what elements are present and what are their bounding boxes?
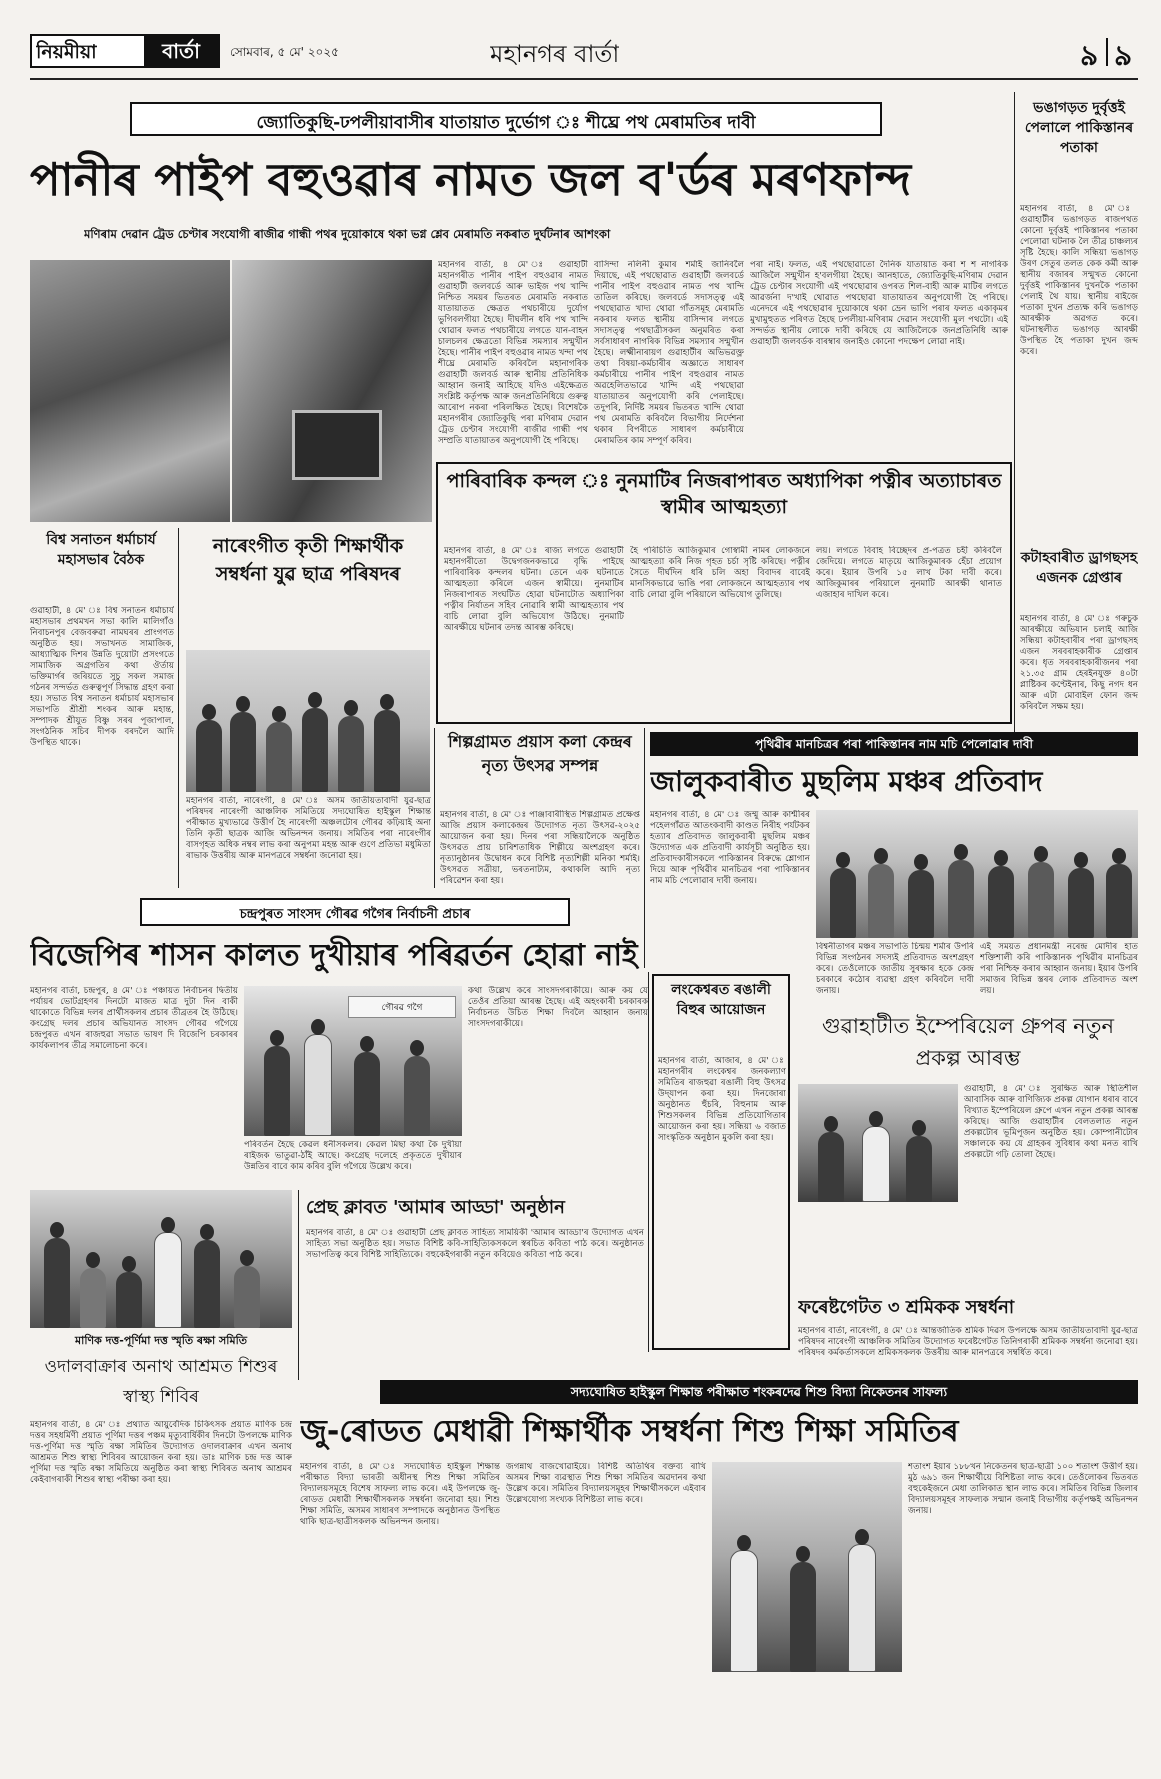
- masthead-rule: [30, 78, 1138, 80]
- person-figure: [230, 712, 256, 792]
- shishu-kicker: সদ্যঘোষিত হাইস্কুল শিক্ষান্ত পৰীক্ষাত শংকৰদেৱ শিশু বিদ্যা নিকেতনৰ সাফল্য: [380, 1380, 1138, 1404]
- person-figure: [154, 1232, 182, 1328]
- lead-photo-drain: [30, 260, 230, 522]
- press-rule: [298, 1190, 299, 1380]
- manik-headline: ওদালবাক্ৰাৰ অনাথ আশ্ৰমত শিশুৰ স্বাস্থ্য শিবিৰ: [44, 1357, 278, 1407]
- person-figure: [266, 722, 292, 792]
- lanka-body: মহানগৰ বাৰ্তা, আজাৰ, ৪ মে' ঃ মহানগৰীৰ লংকেশ্বৰ জনকল্যাণ সমিতিৰ ৰাজহুৱা ৰঙালী বিহু উৎসৱ উদ্‌যাপন কৰা হয়। দিনজোৰা অনুষ্ঠানত হুঁচৰি, বিহুনাম আৰু শিশুসকলৰ বিভিন্ন প্ৰতিযোগিতাৰ আয়োজন কৰা হয়। সন্ধিয়া ৬ বজাত সাংস্কৃতিক অনুষ্ঠান মুকলি কৰা হয়।: [658, 1056, 786, 1143]
- shilpa-headline: শিল্পগ্ৰামত প্ৰয়াস কলা কেন্দ্ৰৰ নৃত্য উৎসৱ সম্পন্ন: [448, 732, 632, 775]
- chandra-kicker-text: চন্দ্ৰপুৰত সাংসদ গৌৰৱ গগৈৰ নিৰ্বাচনী প্ৰচাৰ: [239, 907, 471, 922]
- person-figure: [264, 1046, 290, 1136]
- person-figure: [730, 1550, 758, 1672]
- lead-subhead: মণিৰাম দেৱান ট্ৰেড চেণ্টাৰ সংযোগী ৰাজীৱ গান্ধী পথৰ দুয়োকাষে থকা ভগ্ন শ্লেব মেৰামতি নকৰাত দুৰ্ঘটনাৰ আশংকা: [84, 227, 611, 241]
- stage-banner: গৌৰৱ গগৈ: [348, 996, 456, 1018]
- left-body: গুৱাহাটী, ৪ মে' ঃ বিশ্ব সনাতন ধৰ্মাচাৰ্য মহাসভাৰ প্ৰথমখন সভা কালি মালিগাঁও নিবাচনপুৰ বেজবৰুৱা নামঘৰৰ প্ৰাংগণত অনুষ্ঠিত হয়। সভাখনত সামাজিক, আধ্যাত্মিক দিশৰ উন্নতি দুয়োটা প্ৰসংগতে সামাজিক অগ্ৰগতিৰ কথা ঔৰ্তায় ভক্তিমাৰ্গৰ জৰিয়তে সুচু সকল সমাজ গঠনৰ সন্দৰ্ভত গুৰুত্বপূৰ্ণ সিদ্ধান্ত গ্ৰহণ কৰা হয়। সভাত বিশ্ব সনাতন ধৰ্মাচাৰ্য মহাসভাৰ সভাপতি শ্ৰীশ্ৰী শংকৰ আৰু মহান্ত, সম্পাদক শ্ৰীযুত বিষ্ণু সৰৰ পূজাপাল, সংগঠনিক সচিব দীপক বৰদলৈ আদি উপস্থিত থাকে।: [30, 606, 174, 748]
- shishu-photo: [712, 1462, 902, 1672]
- shishu-headline: জু-ৰোডত মেধাৱী শিক্ষাৰ্থীক সম্বৰ্ধনা শিশু শিক্ষা সমিতিৰ: [300, 1414, 959, 1449]
- chandra-body2: পৰিবৰ্তন হৈছে কেৱল ধনীসকলৰ। কেৱল মিছা কথা কৈ দুখীয়া ৰাইজক ভাতুৱা-ঠাঁই আছে। কংগ্ৰেছ দলেহে প্ৰকৃততে দুখীয়াৰ উন্নতিৰ বাবে কাম কৰিব বুলি গগৈয়ে উল্লেখ কৰে।: [244, 1140, 462, 1172]
- chandra-body: মহানগৰ বাৰ্তা, চন্দ্ৰপুৰ, ৪ মে' ঃ পঞ্চায়ত নিৰ্বাচনৰ দ্বিতীয় পৰ্যায়ৰ ভোটগ্ৰহণৰ দিনটো মাজত মাত্ৰ দুটা দিন বাকী থাকোতে বিভিন্ন দলৰ প্ৰাৰ্থীসকলৰ প্ৰচাৰ তীব্ৰতৰ হৈ উঠিছে। কংগ্ৰেছ দলৰ প্ৰচাৰ অভিযানত সাংসদ গৌৰৱ গগৈয়ে চন্দ্ৰপুৰত এখন ৰাজহুৱা সভাত ভাষণ দি বিজেপি চৰকাৰৰ কাৰ্যকলাপৰ তীব্ৰ সমালোচনা কৰে।: [30, 986, 238, 1051]
- chandra-kicker: [140, 898, 570, 926]
- person-figure: [1028, 862, 1054, 938]
- lead-body-col1: মহানগৰ বাৰ্তা, ৪ মে' ঃ গুৱাহাটী মহানগৰীত পানীৰ পাইপ বহুওৱাৰ নামত গুৱাহাটী জলবৰ্ডে আৰু ভাইজ পথ খান্দি নিশ্চিত সময়ৰ ভিতৰত মেৰামতি নকৰাত যাতায়াতত ক্ষেত্ৰত পথচাৰীয়ে দুৰ্যোগ ভুগিবলগীয়া হৈছে। দীঘলীন ধৰি পথ খান্দি থোৱাৰ ফলত পথচাৰীয়ে লগতে যান-বাহন চালচলৰ ক্ষেত্ৰতো বিভিন্ন সমস্যাৰ সন্মুখীন হৈছে। পানীৰ পাইপ বহুওৱাৰ নামত খন্দা পথ শীঘ্ৰে মেৰামতি কৰিবলৈ মহানাগৰিক গুৱাহাটী জলবৰ্ড আৰু স্থানীয় প্ৰতিনিধিক আহ্বান জনাই আহিছে যদিও এইক্ষেত্ৰত সংশ্লিষ্ট কৰ্তৃপক্ষ আৰু জনপ্ৰতিনিধিয়ে গুৰুত্ব আৰোপ নকৰা পৰিলক্ষিত হৈছে। বিশেষকৈ মহানগৰীৰ জ্যোতিকুছি পৰা মণিৰাম দেৱান ট্ৰেড চেণ্টাৰ সংযোগী ৰাজীৱ গান্ধী পথ সম্প্ৰতি যাতায়াতৰ অনুপযোগী হৈ পৰিছে।: [438, 260, 588, 446]
- lead-headline: পানীৰ পাইপ বহুওৱাৰ নামত জল ব'ৰ্ডৰ মৰণফান্দ: [30, 153, 912, 206]
- person-figure: [404, 1056, 430, 1136]
- person-figure: [830, 868, 856, 938]
- broken-slab: [292, 410, 382, 480]
- manik-body: মহানগৰ বাৰ্তা, ৪ মে' ঃ প্ৰথ্যাত আয়ুৰ্বেদিক চিকিৎসক প্ৰয়াত মাণিক চন্দ্ৰ দত্তৰ সহধৰ্মিণী প্ৰয়াত পূৰ্ণিমা দত্তৰ পঞ্চম মৃত্যুবাৰ্ষিকীৰ দিনটো উপলক্ষে মাণিক দত্ত-পূৰ্ণিমা দত্ত স্মৃতি ৰক্ষা সমিতিৰ উদ্যোগত ওদালবাক্ৰাৰ এখন অনাথ আশ্ৰমত শিশু স্বাস্থ্য শিবিৰৰ আয়োজন কৰা হয়। ডাঃ মাণিক চন্দ্ৰ দত্ত আৰু পূৰ্ণিমা দত্ত স্মৃতি ৰক্ষা সমিতিয়ে অনুষ্ঠিত কৰা স্বাস্থ্য শিবিৰত অনাথ আশ্ৰমৰ কেইবাগৰাকী শিশুৰ স্বাস্থ্য পৰীক্ষা কৰা হয়।: [30, 1420, 292, 1485]
- forest-body: মহানগৰ বাৰ্তা, নাৰেংগী, ৪ মে' ঃ আন্তৰ্জাতিক শ্ৰমিক দিৱস উপলক্ষে অসম জাতীয়তাবাদী যুৱ-ছাত্ৰ পৰিষদৰ নাৰেংগী আঞ্চলিক সমিতিৰ উদ্যোগত ফৰেষ্টগেটত তিনিগৰাকী শ্ৰমিকক সম্বৰ্ধনা জনোৱা হয়। পৰিষদৰ কৰ্মকৰ্তাসকলে শ্ৰমিকসকলক উত্তৰীয় আৰু মানপত্ৰৰে সম্বৰ্ধিত কৰে।: [798, 1326, 1138, 1358]
- person-figure: [304, 1034, 332, 1136]
- person-figure: [906, 1136, 932, 1202]
- imperial-body: গুৱাহাটী, ৪ মে' ঃ সুৰক্ষিত আৰু স্থিতিশীল আবাসিক আৰু বাণিজ্যিক প্ৰকল্প যোগান ধৰাৰ বাবে বিখ্যাত ইম্পেৰিয়েল গ্ৰুপে এখন নতুন প্ৰকল্প আৰম্ভ কৰিছে। আজি গুৱাহাটীৰ বেলতলাত নতুন প্ৰকল্পটোৰ ভূমিপূজন অনুষ্ঠিত হয়। কোম্পানীটোৰ সঞ্চালকে কয় যে গ্ৰাহকৰ সুবিধাৰ কথা মনত ৰাখি প্ৰকল্পটো গঢ়ি তোলা হৈছে।: [964, 1084, 1138, 1160]
- imperial-headline: গুৱাহাটীত ইম্পেৰিয়েল গ্ৰুপৰ নতুন প্ৰকল্প আৰম্ভ: [821, 1014, 1115, 1070]
- chandra-body3: কথা উল্লেখ কৰে সাংসদগৰাকীয়ে। আৰু কয় যে তেওঁৰ প্ৰতিয়া আৰম্ভ হৈছে। এই অহংকাৰী চৰকাৰক নিৰ্বাচনত উচিত শিক্ষা দিবলৈ আহ্বান জনায় সাংসদগৰাকীয়ে।: [468, 986, 648, 1029]
- lead-photo-slab: [232, 260, 432, 522]
- lead-body-col3: পৰা নাই। ফলত, এই পথছোৱাতো দৈনিক যাতায়াত কৰা শ শ নাগৰিক আজিলৈ সন্মুখীন হ'বলগীয়া হৈছে। আনহাতে, জ্যোতিকুছি-মণিৰাম দেৱান ট্ৰেড চেণ্টাৰ সংযোগী এই পথছোৱাৰ ওপৰত শিল-বাহী আৰু মাটিৰ লগতে আৱৰ্জনা দ'খাই থোৱাত পথছোৱা যাতায়াতৰ অনুপযোগী হৈ পৰিছে। এনেদৰে এই পথছোৱাৰ দুয়োকাষে থকা ভ্ৰেন ভাগি পৰাৰ ফলত একাকৃমৰ মুখামুহুতত পৰিণত হৈছে ঢপলীয়া-মণিৰাম দেৱান সংযোগী মুল পথটো। এই সন্দৰ্ভত স্থানীয় লোকে দাবী কৰিছে যে আজিলৈকে জনপ্ৰতিনিধি আৰু গুৱাহাটী জলবৰ্ডক বাৰম্বাৰ জনাইও কোনো পদক্ষেপ লোৱা নাই।: [750, 260, 1008, 347]
- person-figure: [818, 1132, 844, 1202]
- logo-part1: নিয়মীয়া: [36, 41, 97, 63]
- person-figure: [868, 864, 894, 938]
- logo-part2: বাৰ্তা: [144, 36, 218, 66]
- lanka-rule: [648, 972, 649, 1352]
- person-figure: [234, 1266, 260, 1328]
- family-story-box: [436, 462, 1012, 724]
- edition-date: সোমবাৰ, ৫ মে' ২০২৫: [230, 45, 339, 59]
- chandra-photo: [244, 986, 462, 1136]
- page-number: ৯: [1080, 39, 1099, 72]
- jaluk-rule: [644, 728, 645, 968]
- shilpa-rule: [434, 728, 435, 888]
- manik-photo: [30, 1190, 292, 1328]
- person-figure: [1068, 868, 1094, 938]
- shishu-body: মহানগৰ বাৰ্তা, ৪ মে' ঃ সদ্যঘোষিত হাইস্কুল শিক্ষান্ত পৰীক্ষাত বিদ্যা ভাৰতী অধীনস্থ শিশু শিক্ষা সমিতিৰ বিদ্যালয়সমূহে বিশেষ সাফল্য লাভ কৰে। এই উপলক্ষে জু-ৰোডত মেধাৱী শিক্ষাৰ্থীসকলক সম্বৰ্ধনা জনোৱা হয়। শিশু শিক্ষা সমিতি, অসমৰ সাধাৰণ সম্পাদকে অনুষ্ঠানত উপস্থিত থাকি ছাত্ৰ-ছাত্ৰীসকলক অভিনন্দন জনায়।: [300, 1462, 500, 1527]
- person-figure: [44, 1238, 70, 1328]
- narengi-body: মহানগৰ বাৰ্তা, নাৰেংগী, ৪ মে' ঃ অসম জাতীয়তাবাদী যুৱ-ছাত্ৰ পৰিষদৰ নাৰেংগী আঞ্চলিক সমিতিয়ে সদ্যঘোষিত হাইস্কুল শিক্ষান্ত পৰীক্ষাত মুখ্যভাৱে উত্তীৰ্ণ হৈ নাৰেংগী অঞ্চলটোৰ গৌৰৱ কঢ়িয়াই অনা তিনি কৃতী ছাত্ৰক আজি অভিনন্দন জনায়। সমিতিৰ পৰা নাৰেংগীৰ বাসগৃহত অধিক নম্বৰ লাভ কৰা অনুপমা মহন্ত আৰু গুণে প্ৰতিভা মধুমিতা ৰাভাক উত্তৰীয় আৰু মানপত্ৰৰে সম্বৰ্ধনা জনোৱা হয়।: [186, 796, 431, 861]
- family-body-col2: হৈ পৰিচিতি আজিকুমাৰ গোস্বামী নামৰ লোকজনে আত্মহত্যা কৰি নিজ গৃহত চৰ্চা সৃষ্টি কৰিছে। পত্নীৰ সৈতে দীৰ্ঘদিন ধৰি চলি অহা বিবাদৰ বাবেই মানসিকভাৱে ভাঙি পৰা লোকজনে আত্মহত্যাৰ পথ বাচি লোৱা বুলি পৰিয়ালে অভিযোগ তুলিছে।: [630, 546, 810, 600]
- family-body-col3: লয়। লগতে বিবাহ বিচ্ছেদৰ প্ৰ-পত্ৰত চহী কৰিবলৈ জেদিয়ে। লগতে মাতৃয়ে আজিকুমাৰক হেঁচা প্ৰয়োগ কৰে। ইয়াৰ উপৰি ১৫ লাখ টকা দাবী কৰে। আজিকুমাৰৰ পৰিয়ালে নুনমাটি আৰক্ষী থানাত এজাহাৰ দাখিল কৰে।: [816, 546, 1002, 600]
- person-figure: [196, 720, 222, 792]
- jaluk-photo: [816, 810, 1138, 938]
- page-number-alt: ৯: [1114, 39, 1133, 72]
- lanka-headline: লংকেশ্বৰত ৰঙালী বিহুৰ আয়োজন: [671, 982, 771, 1018]
- jaluk-body3: এই সময়ত প্ৰধানমন্ত্ৰী নৰেন্দ্ৰ মোদীৰ হাত শক্তিশালী কৰি পাকিস্তানক পৃথিৱীৰ মানচিত্ৰৰ পৰা নিশ্চিহ্ন কৰাৰ আহ্বান জনায়। ইয়াৰ উপৰি সমাজৰ বিভিন্ন স্তৰৰ লোক প্ৰতিবাদত অংশ লয়।: [980, 942, 1138, 996]
- person-figure: [80, 1268, 106, 1328]
- logo: [30, 34, 220, 68]
- lead-kicker: [130, 102, 882, 136]
- person-figure: [338, 716, 364, 792]
- press-headline: প্ৰেছ ক্লাবত 'আমাৰ আড্ডা' অনুষ্ঠান: [306, 1197, 565, 1218]
- lead-kicker-text: জ্যোতিকুছি-ঢপলীয়াবাসীৰ যাতায়াত দুৰ্ভোগ ঃ শীঘ্ৰে পথ মেৰামতিৰ দাবী: [256, 113, 756, 133]
- jaluk-body: মহানগৰ বাৰ্তা, ৪ মে' ঃ জম্মু আৰু কাশ্মীৰৰ পহেলগাঁৱত আতংকবাদী কাণ্ডত নিৰীহ পৰ্যটকৰ হত্যাৰ প্ৰতিবাদত জালুকবাৰী মুছলিম মঞ্চৰ উদ্যোগত এক প্ৰতিবাদী কাৰ্যসূচী অনুষ্ঠিত হয়। প্ৰতিবাদকাৰীসকলে পাকিস্তানৰ বিৰুদ্ধে শ্লোগান দিয়ে আৰু পৃথিৱীৰ মানচিত্ৰৰ পৰা পাকিস্তানৰ নাম মচি পেলোৱাৰ দাবী জনায়।: [650, 810, 810, 886]
- narengi-headline: নাৰেংগীত কৃতী শিক্ষাৰ্থীক সম্বৰ্ধনা যুৱ ছাত্ৰ পৰিষদৰ: [212, 535, 404, 585]
- shishu-body3: শতাংশ ইয়াৰ ১৮৮খন নিকেতনৰ ছাত্ৰ-ছাত্ৰী ১০০ শতাংশ উত্তীৰ্ণ হয়। মুঠ ৬৯১ জন শিক্ষাৰ্থীয়ে বিশিষ্টতা লাভ কৰে। তেওঁলোকৰ ভিতৰত বহুকেইজনে মেধা তালিকাত স্থান লাভ কৰে। সমিতিৰ বিভিন্ন জিলাৰ বিদ্যালয়সমূহৰ সাফল্যক সন্মান জনাই বিভাগীয় কৰ্তৃপক্ষই অভিনন্দন জনায়।: [908, 1462, 1138, 1516]
- masthead: [30, 32, 1138, 76]
- jaluk-body2: বিশ্বনীতাগৰ মঞ্চৰ সভাপতি চিন্ময় শৰ্মাৰ উপৰি বিভিন্ন সংগঠনৰ সদস্যই প্ৰতিবাদত অংশগ্ৰহণ কৰে। তেওঁলোকে জাতীয় সুৰক্ষাৰ হকে কেন্দ্ৰ চৰকাৰে কঠোৰ ব্যৱস্থা গ্ৰহণ কৰিবলৈ দাবী জনায়।: [816, 942, 974, 996]
- lead-body-col2: বাসিন্দা নলিনী কুমাৰ শৰ্মাই জানিবলৈ দিয়াছে, এই পথছোৱাত গুৱাহাটী জলবৰ্ডে পানীৰ পাইপ বহুওৱাৰ নামত পথ খান্দি তাতিল কৰিছে। জলবৰ্ডে সদাসত্ত্ব এই পথছোৱাত খাদ্য থোৱা গাঁতসমূহ মেৰামতি নকৰাৰ ফলত স্থানীয় বাসিন্দাৰ লগতে সদাসত্ত্ব পথছাত্ৰীসকল অনুমৰিত কৰা সৰ্বসাধাৰণ নাগৰিক বিভিন্ন সমস্যাৰ সন্মুখীন হৈছে। লক্ষ্মীনাৰায়ণ গুৱাহাটীৰ অভিভৱক্ত্ৰ তথা বিষয়া-কৰ্মচাৰীৰ অজ্ঞাতে সাধাৰণ কৰ্মচাৰীয়ে পানীৰ পাইপ বহুওৱাৰ নামত অৱহেলিতভাৱে খান্দি এই পথছোৱা যাতায়াতৰ অনুপযোগী কৰি পেলাইছে। তদুপৰি, নিৰ্দিষ্ট সময়ৰ ভিতৰত খান্দি থোৱা পথ মেৰামতি কৰিবলৈ বিভাগীয় নিৰ্দেশনা থকাৰ বিপৰীতে সাধাৰণ কৰ্মচাৰীয়ে মেৰামতিৰ কাম সম্পূৰ্ণ কৰিব।: [594, 260, 744, 446]
- family-body-col1: মহানগৰ বাৰ্তা, ৪ মে' ঃ ৰাজ্য লগতে গুৱাহাটী মহানগৰীতো উদ্বেগজনকভাৱে বৃদ্ধি পাইছে পাৰিবাৰিক কন্দলৰ ঘটনা। তেনে এক ঘটনাতে আত্মহত্যা কৰিলে এজন স্বামীয়ে। নুনমাটিৰ নিজৰাপাৰত সংঘটিত হোৱা ঘটনাটোত অধ্যাপিকা পত্নীৰ নিৰ্যাতন সহিব নোৱাৰি স্বামী আত্মহত্যাৰ পথ বাচি লোৱা বুলি অভিযোগ উঠিছে। নুনমাটি আৰক্ষীয়ে ঘটনাৰ তদন্ত আৰম্ভ কৰিছে।: [444, 546, 624, 633]
- jaluk-headline: জালুকবাৰীত মুছলিম মঞ্চৰ প্ৰতিবাদ: [650, 765, 1043, 798]
- person-figure: [908, 870, 934, 938]
- shishu-body2: জগন্নাথ বাজখোৱাইয়ে। বিশিষ্ট অতিথিৰ বক্তব্য ৰাখি অসমৰ শিক্ষা ব্যৱস্থাত শিশু শিক্ষা সমিতিৰ অৱদানৰ কথা উল্লেখ কৰে। সমিতিৰ বিদ্যালয়সমূহৰ শিক্ষাৰ্থীসকলে এইবাৰ উল্লেখযোগ্য সংখ্যক বিশিষ্টতা লাভ কৰে।: [506, 1462, 706, 1505]
- left-column-rule: [178, 528, 179, 888]
- forest-headline: ফৰেষ্টগেটত ৩ শ্ৰমিকক সম্বৰ্ধনা: [798, 1297, 1015, 1318]
- person-figure: [862, 1126, 890, 1202]
- person-figure: [848, 1544, 876, 1672]
- person-figure: [116, 1272, 142, 1328]
- right-column-rule: [1014, 92, 1015, 732]
- person-figure: [1106, 864, 1132, 938]
- jaluk-kicker: পৃথিৱীৰ মানচিত্ৰৰ পৰা পাকিস্তানৰ নাম মচি পেলোৱাৰ দাবী: [650, 732, 1138, 756]
- side-headline: ভঙাগড়ত দুৰ্বৃত্তই পেলালে পাকিস্তানৰ পতাকা: [1024, 100, 1134, 156]
- person-figure: [790, 1562, 816, 1672]
- chandra-headline: বিজেপিৰ শাসন কালত দুখীয়াৰ পৰিৱৰ্তন হোৱা নাই: [30, 938, 638, 973]
- manik-caption: মাণিক দত্ত-পূৰ্ণিমা দত্ত স্মৃতি ৰক্ষা সমিতি: [75, 1334, 247, 1347]
- left-headline: বিশ্ব সনাতন ধৰ্মাচাৰ্য মহাসভাৰ বৈঠক: [46, 532, 156, 568]
- section-title: মহানগৰ বাৰ্তা: [490, 40, 620, 68]
- shilpa-body: মহানগৰ বাৰ্তা, ৪ মে' ঃ পাঞ্জাবাৰীস্থিত শিল্পগ্ৰামত প্ৰক্ষেপ্ত আজি প্ৰয়াস কলাকেন্দ্ৰৰ উদ্যোগত নৃত্য উৎসৱ-২০২৫ আয়োজন কৰা হয়। দিনৰ পৰা সন্ধিয়ালৈকে অনুষ্ঠিত উৎসৱত প্ৰায় চাৰিশতাধিক শিল্পীয়ে অংশগ্ৰহণ কৰে। নৃত্যানুষ্ঠানৰ উদ্বোধন কৰে বিশিষ্ট নৃত্যশিল্পী মনিকা শৰ্মাই। উৎসৱত সত্ৰীয়া, ভৰতনাট্যম, কথাকলি আদি নৃত্য পৰিৱেশন কৰা হয়।: [440, 810, 640, 886]
- person-figure: [302, 708, 328, 792]
- family-headline: পাৰিবাৰিক কন্দল ঃ নুনমাটিৰ নিজৰাপাৰত অধ্যাপিকা পত্নীৰ অত্যাচাৰত স্বামীৰ আত্মহত্যা: [446, 470, 1002, 518]
- lanka-box: [652, 974, 790, 1350]
- person-figure: [988, 866, 1014, 938]
- side-headline2: কটাহবাৰীত ড্ৰাগছসহ এজনক গ্ৰেপ্তাৰ: [1020, 550, 1138, 586]
- side-body: মহানগৰ বাৰ্তা, ৪ মে' ঃ গুৱাহাটীৰ ভঙাগড়ত ৰাজপথত কোনো দুৰ্বৃত্তই পাকিস্তানৰ পতাকা পেলোৱা ঘটনাক লৈ তীব্ৰ চাঞ্চল্যৰ সৃষ্টি হৈছে। কালি সন্ধিয়া ভঙাগড় উৰণ সেতুৰ তলত কেক কৰ্মী আৰু স্থানীয় বজাৰৰ সন্মুখত কোনো দুৰ্বৃত্তই পাকিস্তানৰ দুখনকৈ পতাকা পেলাই থৈ যায়। স্থানীয় ৰাইজে পতাকা দুখন প্ৰত্যক্ষ কৰি ভঙাগড় আৰক্ষীক অৱগত কৰে। ঘটনাস্থলীত ভঙাগড় আৰক্ষী উপস্থিত হৈ পতাকা দুখন জব্দ কৰে।: [1020, 204, 1138, 357]
- press-body: মহানগৰ বাৰ্তা, ৪ মে' ঃ গুৱাহাটী প্ৰেছ ক্লাবত সাহিত্য সাময়িকী 'আমাৰ আড্ডা'ৰ উদ্যোগত এখন সাহিত্য সভা অনুষ্ঠিত হয়। সভাত বিশিষ্ট কবি-সাহিত্যিকসকলে স্বৰচিত কবিতা পাঠ কৰে। অনুষ্ঠানত সভাপতিত্ব কৰে বিশিষ্ট সাহিত্যিকে। বহুকেইগৰাকী নতুন কবিয়েও কবিতা পাঠ কৰে।: [306, 1228, 644, 1260]
- narengi-photo: [186, 650, 430, 792]
- person-figure: [374, 710, 400, 792]
- person-figure: [948, 860, 974, 938]
- side-body2: মহানগৰ বাৰ্তা, ৪ মে' ঃ গৰুচুক আৰক্ষীয়ে অভিযান চলাই আজি সন্ধিয়া কটাহবাৰীৰ পৰা ড্ৰাগছসহ এজন সৰবৰাহকাৰীক গ্ৰেপ্তাৰ কৰে। ধৃত সৰবৰাহকাৰীজনৰ পৰা ২১.৩৫ গ্ৰাম হেৰইনযুক্ত ৪০টা প্লাষ্টিকৰ কণ্টেইনাৰ, কিছু নগদ ধন আৰু এটা মোবাইল ফোন জব্দ কৰিবলৈ সক্ষম হয়।: [1020, 614, 1138, 712]
- imperial-photo: [798, 1084, 958, 1202]
- person-figure: [194, 1240, 220, 1328]
- person-figure: [354, 1052, 380, 1136]
- page-number-divider: [1106, 38, 1108, 66]
